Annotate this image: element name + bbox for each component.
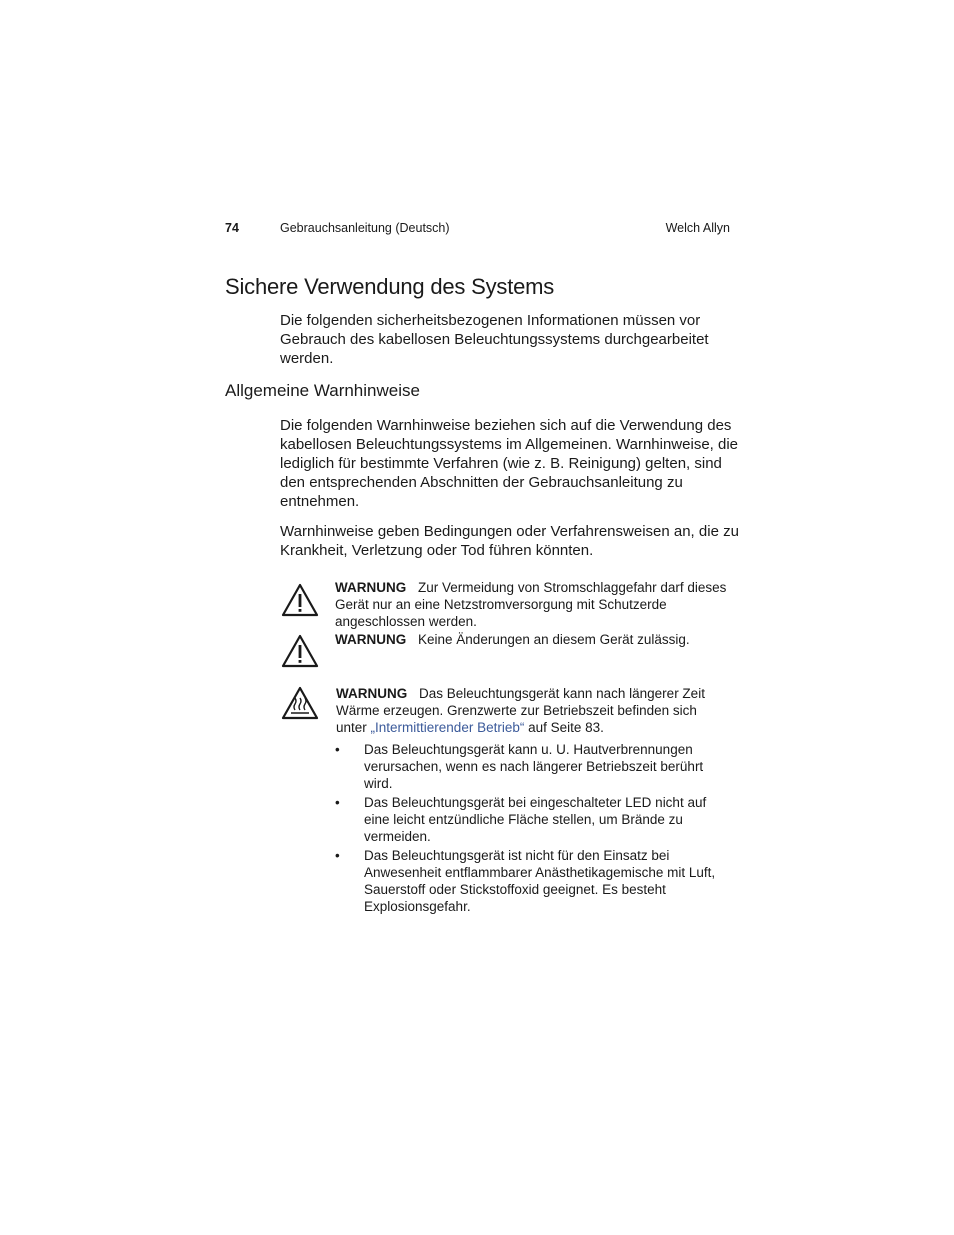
brand-name: Welch Allyn <box>665 221 730 235</box>
warning-2 <box>335 631 730 648</box>
warning-label: WARNUNG <box>335 632 407 647</box>
list-item <box>335 847 730 915</box>
bullet-icon: • <box>335 795 340 810</box>
manual-title: Gebrauchsanleitung (Deutsch) <box>280 221 450 235</box>
general-warnings-paragraph: Die folgenden Warnhinweise beziehen sich auf die Verwendung des kabellosen Beleuchtungssystems im Allgemeinen. Warnhinweise, die lediglich für bestimmte Verfahren (wie z. B. Reinigung) gelten, sind den entsprechenden Abschnitten der Gebrauchsanleitung zu entnehmen. <box>280 417 739 510</box>
bullet-icon: • <box>335 848 340 863</box>
warning-triangle-icon <box>281 634 319 668</box>
warning-triangle-icon <box>281 583 319 617</box>
warning-text: Das Beleuchtungsgerät kann nach längerer Zeit Wärme erzeugen. Grenzwerte zur Betriebszeit befinden sich unter <box>336 686 705 735</box>
page-reference-link[interactable]: „Intermittierender Betrieb“ <box>370 720 525 735</box>
hot-surface-bullet-list <box>335 741 730 917</box>
warning-text: Keine Änderungen an diesem Gerät zulässig. <box>418 632 690 647</box>
section-title: Sichere Verwendung des Systems <box>225 274 555 299</box>
running-header <box>225 221 730 239</box>
warning-3 <box>336 685 731 736</box>
intro-paragraph: Die folgenden sicherheitsbezogenen Informationen müssen vor Gebrauch des kabellosen Beleuchtungssystems durchgearbeitet werden. <box>280 312 709 367</box>
list-item-text: Das Beleuchtungsgerät ist nicht für den Einsatz bei Anwesenheit entflammbarer Anästhetikagemische mit Luft, Sauerstoff oder Stickstoffoxid geeignet. Es besteht Explosionsgefahr. <box>364 848 716 914</box>
warning-text: Zur Vermeidung von Stromschlaggefahr darf dieses Gerät nur an eine Netzstromversorgung mit Schutzerde angeschlossen werden. <box>335 580 727 629</box>
warning-label: WARNUNG <box>336 686 408 701</box>
list-item <box>335 794 730 845</box>
conditions-paragraph: Warnhinweise geben Bedingungen oder Verfahrensweisen an, die zu Krankheit, Verletzung oder Tod führen könnten. <box>280 523 739 559</box>
warning-text-suffix: auf Seite 83. <box>524 720 604 735</box>
list-item-text: Das Beleuchtungsgerät kann u. U. Hautverbrennungen verursachen, wenn es nach längerer Betriebszeit berührt wird. <box>364 742 704 791</box>
list-item <box>335 741 730 792</box>
list-item-text: Das Beleuchtungsgerät bei eingeschalteter LED nicht auf eine leicht entzündliche Fläche stellen, um Brände zu vermeiden. <box>364 795 707 844</box>
bullet-icon: • <box>335 742 340 757</box>
warning-1 <box>335 579 730 630</box>
hot-surface-icon <box>281 686 319 720</box>
warning-label: WARNUNG <box>335 580 407 595</box>
page-number: 74 <box>225 221 239 235</box>
subsection-title: Allgemeine Warnhinweise <box>225 381 420 400</box>
